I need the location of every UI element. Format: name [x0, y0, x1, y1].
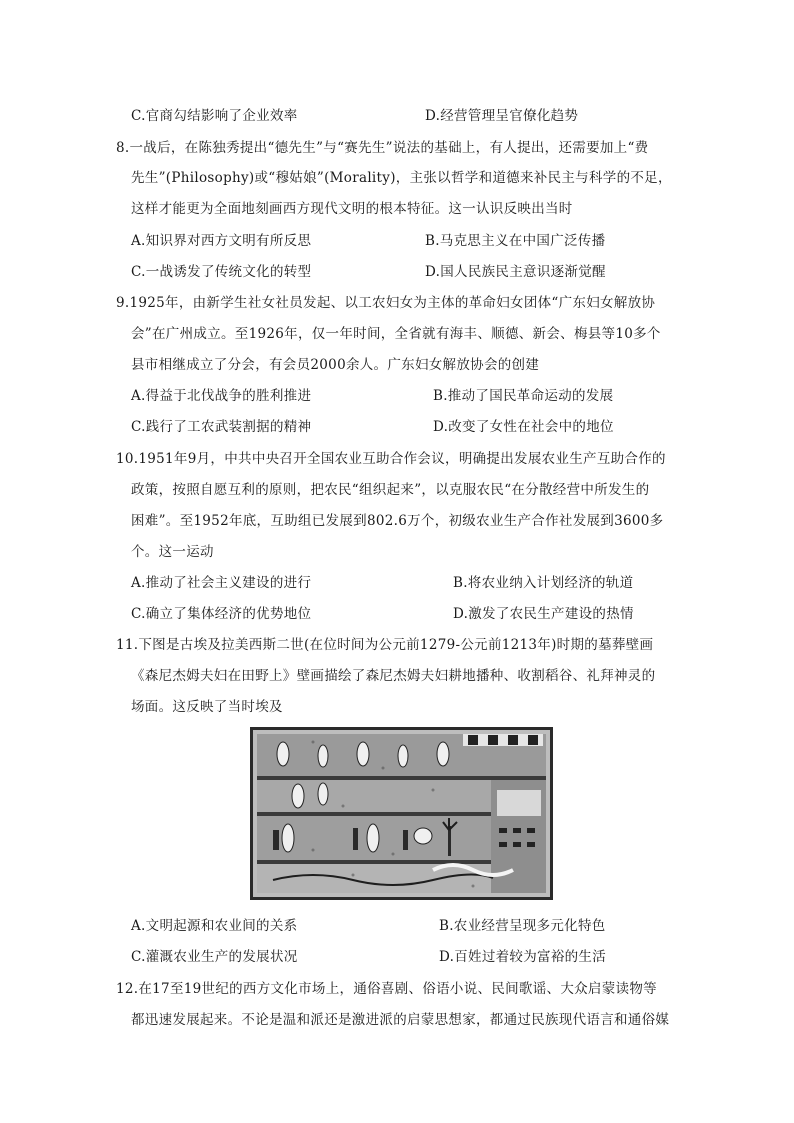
q8-option-d: D.国人民族民主意识逐渐觉醒 — [425, 264, 606, 280]
q7-option-c: C.官商勾结影响了企业效率 — [131, 108, 298, 124]
q8-stem-line-2: 先生”(Philosophy)或“穆姑娘”(Morality)，主张以哲学和道德来补民主与科学的不足， — [131, 170, 672, 186]
q10-option-a: A.推动了社会主义建设的进行 — [131, 575, 312, 591]
q9-option-d: D.改变了女性在社会中的地位 — [433, 419, 614, 435]
q9-option-c: C.践行了工农武装割据的精神 — [131, 419, 312, 435]
q8-stem-line-1: 8.一战后，在陈独秀提出“德先生”与“赛先生”说法的基础上，有人提出，还需要加上“费 — [116, 140, 649, 156]
q9-stem-line-2: 会”在广州成立。至1926年，仅一年时间，全省就有海丰、顺德、新会、梅县等10多个 — [131, 326, 661, 342]
q11-option-a: A.文明起源和农业间的关系 — [131, 918, 298, 934]
q11-stem-line-2: 《森尼杰姆夫妇在田野上》壁画描绘了森尼杰姆夫妇耕地播种、收割稻谷、礼拜神灵的 — [131, 668, 656, 684]
q10-stem-line-2: 政策，按照自愿互利的原则，把农民“组织起来”，以克服农民“在分散经营中所发生的 — [131, 482, 650, 498]
mural-illustration — [253, 730, 550, 897]
q8-option-b: B.马克思主义在中国广泛传播 — [425, 233, 606, 249]
q10-option-c: C.确立了集体经济的优势地位 — [131, 606, 312, 622]
q9-stem-line-1: 9.1925年，由新学生社女社员发起、以工农妇女为主体的革命妇女团体“广东妇女解放协 — [116, 295, 656, 311]
q9-stem-line-3: 县市相继成立了分会，有会员2000余人。广东妇女解放协会的创建 — [131, 357, 540, 373]
q10-stem-line-4: 个。这一运动 — [131, 544, 214, 560]
q9-option-a: A.得益于北伐战争的胜利推进 — [131, 388, 312, 404]
q7-option-d: D.经营管理呈官僚化趋势 — [425, 108, 579, 124]
q11-stem-line-3: 场面。这反映了当时埃及 — [131, 699, 283, 715]
q10-stem-line-3: 困难”。至1952年底，互助组已发展到802.6万个，初级农业生产合作社发展到3600多 — [131, 513, 664, 529]
q10-option-b: B.将农业纳入计划经济的轨道 — [453, 575, 634, 591]
q10-option-d: D.激发了农民生产建设的热情 — [453, 606, 634, 622]
q9-option-b: B.推动了国民革命运动的发展 — [433, 388, 614, 404]
q12-stem-line-1: 12.在17至19世纪的西方文化市场上，通俗喜剧、俗语小说、民间歌谣、大众启蒙读物等 — [116, 981, 657, 997]
q12-stem-line-2: 都迅速发展起来。不论是温和派还是激进派的启蒙思想家，都通过民族现代语言和通俗媒 — [131, 1012, 670, 1028]
q11-option-b: B.农业经营呈现多元化特色 — [439, 918, 606, 934]
q10-stem-line-1: 10.1951年9月，中共中央召开全国农业互助合作会议，明确提出发展农业生产互助合作的 — [116, 451, 666, 467]
q8-option-a: A.知识界对西方文明有所反思 — [131, 233, 312, 249]
tomb-mural-image — [250, 727, 553, 900]
q8-stem-line-3: 这样才能更为全面地刻画西方现代文明的根本特征。这一认识反映出当时 — [131, 201, 573, 217]
q11-option-c: C.灌溉农业生产的发展状况 — [131, 949, 298, 965]
q8-option-c: C.一战诱发了传统文化的转型 — [131, 264, 312, 280]
q11-option-d: D.百姓过着较为富裕的生活 — [439, 949, 607, 965]
q11-stem-line-1: 11.下图是古埃及拉美西斯二世(在位时间为公元前1279-公元前1213年)时期的墓葬壁画 — [116, 637, 654, 653]
